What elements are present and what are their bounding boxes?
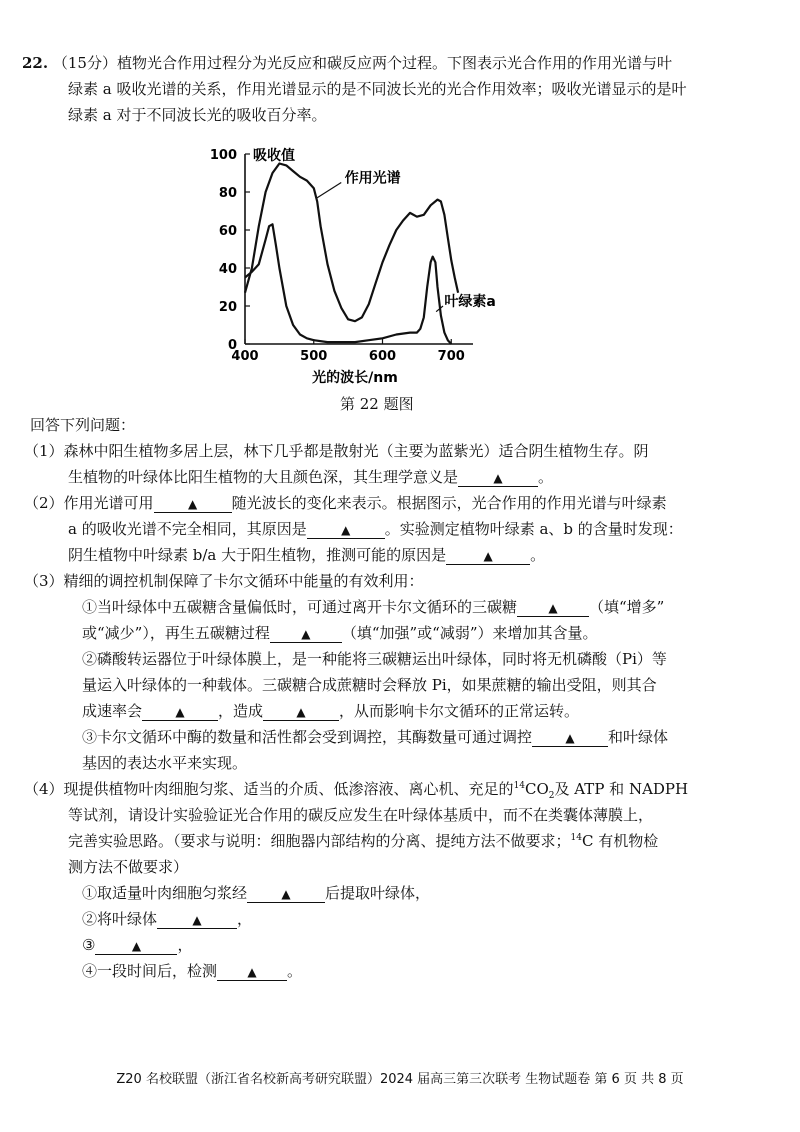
q2-text1: 作用光谱可用 [63, 494, 154, 512]
q2-text3: a 的吸收光谱不完全相同，其原因是 [68, 520, 307, 538]
x-tick-label: 400 [231, 349, 259, 364]
q3-p3-line1 [82, 726, 668, 748]
y-tick-label: 40 [218, 262, 237, 277]
q1-text3: 。 [538, 468, 554, 486]
q3-p3-line2: 基因的表达水平来实现。 [82, 754, 248, 772]
q3-p2-text3: ，从而影响卡尔文循环的正常运转。 [339, 702, 580, 720]
q2-blank-1[interactable] [154, 494, 232, 513]
q4-step2-text: ②将叶绿体 [82, 910, 158, 928]
q3-blank-1[interactable] [517, 598, 589, 617]
q4-step4-text: ④一段时间后，检测 [82, 962, 218, 980]
q3-text1: 精细的调控机制保障了卡尔文循环中能量的有效利用： [63, 572, 424, 590]
q4-step1-text: ①取适量叶肉细胞匀浆经 [82, 884, 248, 902]
answer-header: 回答下列问题： [30, 416, 136, 434]
q1-line2 [68, 466, 553, 488]
q3-p1-text3: 或“减少”），再生五碳糖过程 [82, 624, 270, 642]
q4-step2-text2: ， [237, 910, 253, 928]
q4-subscript-2: 2 [548, 791, 555, 801]
q1-answer-blank[interactable] [458, 468, 538, 487]
q2-blank-2[interactable] [307, 520, 385, 539]
q4-text2: 及 ATP 和 NADPH [554, 780, 689, 798]
page-footer: Z20 名校联盟（浙江省名校新高考研究联盟）2024 届高三第三次联考 生物试题卷 第 6 页 共 8 页 [116, 1072, 684, 1087]
blank-triangle-icon: ▲ [548, 601, 558, 615]
y-axis-label: 吸收值 [253, 148, 295, 164]
y-tick-label: 80 [218, 186, 237, 201]
q4-step3-text: ③ [82, 936, 96, 954]
q4-superscript-14: 14 [513, 781, 526, 791]
q4-line2: 等试剂，请设计实验验证光合作用的碳反应发生在叶绿体基质中，而不在类囊体薄膜上， [68, 806, 654, 824]
q4-line4: 测方法不做要求） [68, 858, 189, 876]
action-spectrum-pointer [317, 183, 341, 198]
q2-text4: 。实验测定植物叶绿素 a、b 的含量时发现： [384, 520, 683, 538]
chart-series [245, 164, 458, 345]
intro-text-2: 绿素 a 吸收光谱的关系，作用光谱显示的是不同波长光的光合作用效率；吸收光谱显示的是叶 [68, 80, 687, 98]
blank-triangle-icon: ▲ [301, 627, 311, 641]
blank-triangle-icon: ▲ [483, 549, 493, 563]
q4-blank-4[interactable] [217, 962, 287, 981]
q4-step2 [82, 908, 252, 930]
q4-step4 [82, 960, 302, 982]
q3-p1-line2 [82, 622, 598, 644]
q4-step3 [82, 934, 192, 956]
q3-p1-text1: ①当叶绿体中五碳糖含量偏低时，可通过离开卡尔文循环的三碳糖 [82, 598, 518, 616]
q4-text3: 完善实验思路。（要求与说明：细胞器内部结构的分离、提纯方法不做要求； [68, 832, 571, 850]
q2-line1 [24, 492, 667, 514]
q4-co2: CO [525, 780, 549, 798]
q3-blank-3[interactable] [142, 702, 218, 721]
q3-blank-2[interactable] [270, 624, 342, 643]
q1-number: （1） [24, 442, 64, 460]
q4-superscript-14b: 14 [570, 833, 582, 843]
blank-triangle-icon: ▲ [341, 523, 351, 537]
question-score: （15分） [52, 54, 117, 72]
q1-line1 [24, 440, 649, 462]
y-tick-label: 100 [209, 148, 237, 163]
q3-p2-line2: 量运入叶绿体的一种载体。三碳糖合成蔗糖时会释放 Pi，如果蔗糖的输出受阻，则其合 [82, 676, 657, 694]
intro-text-1: 植物光合作用过程分为光反应和碳反应两个过程。下图表示光合作用的作用光谱与叶 [116, 54, 672, 72]
chart-ticks [210, 148, 465, 364]
y-tick-label: 20 [218, 300, 237, 315]
blank-triangle-icon: ▲ [493, 471, 503, 485]
x-axis-label: 光的波长/nm [312, 370, 398, 386]
q2-text2: 随光波长的变化来表示。根据图示，光合作用的作用光谱与叶绿素 [231, 494, 667, 512]
q3-blank-5[interactable] [532, 728, 608, 747]
q4-line1 [24, 778, 688, 807]
intro-text-3: 绿素 a 对于不同波长光的吸收百分率。 [68, 106, 327, 124]
chlorophyll-a-label: 叶绿素a [444, 294, 496, 310]
q4-step4-text2: 。 [287, 962, 303, 980]
q4-step1-text2: 后提取叶绿体， [325, 884, 431, 902]
q3-number: （3） [24, 572, 64, 590]
q2-text6: 。 [530, 546, 546, 564]
blank-triangle-icon: ▲ [192, 913, 202, 927]
q3-p2-line1: ②磷酸转运器位于叶绿体膜上，是一种能将三碳糖运出叶绿体，同时将无机磷酸（Pi）等 [82, 650, 667, 668]
q1-text2: 生植物的叶绿体比阳生植物的大且颜色深，其生理学意义是 [68, 468, 459, 486]
x-tick-label: 600 [368, 349, 397, 364]
x-tick-label: 700 [437, 349, 465, 364]
chlorophyll-a-line [245, 224, 451, 344]
q4-blank-2[interactable] [157, 910, 237, 929]
q3-p1-text4: （填“加强”或“减弱”）来增加其含量。 [341, 624, 598, 642]
x-tick-label: 500 [300, 349, 328, 364]
q4-line3 [68, 830, 658, 852]
q3-p2-text2: ，造成 [218, 702, 264, 720]
q4-step1 [82, 882, 430, 904]
blank-triangle-icon: ▲ [565, 731, 575, 745]
q4-blank-3[interactable] [95, 936, 177, 955]
blank-triangle-icon: ▲ [175, 705, 185, 719]
blank-triangle-icon: ▲ [187, 497, 198, 511]
q2-text5: 阴生植物中叶绿素 b/a 大于阳生植物，推测可能的原因是 [68, 546, 447, 564]
q3-p2-line3 [82, 700, 579, 722]
y-tick-label: 0 [227, 338, 237, 353]
q3-blank-4[interactable] [263, 702, 339, 721]
blank-triangle-icon: ▲ [296, 705, 306, 719]
q2-blank-3[interactable] [446, 546, 530, 565]
q2-line3 [68, 544, 545, 566]
q3-p3-text2: 和叶绿体 [608, 728, 669, 746]
blank-triangle-icon: ▲ [247, 965, 257, 979]
y-tick-label: 60 [218, 224, 237, 239]
q3-p3-text1: ③卡尔文循环中酶的数量和活性都会受到调控，其酶数量可通过调控 [82, 728, 533, 746]
q4-step3-text2: ， [177, 936, 193, 954]
action-spectrum-label: 作用光谱 [344, 170, 401, 187]
question-number: 22. [22, 54, 49, 72]
q4-text4: C 有机物检 [581, 832, 659, 850]
q4-blank-1[interactable] [247, 884, 325, 903]
figure-caption: 第 22 题图 [340, 395, 414, 413]
q3-p1-text2: （填“增多” [589, 598, 665, 616]
q4-number: （4） [24, 780, 64, 798]
q3-p1-line1 [82, 596, 664, 618]
question-intro-line1 [22, 52, 672, 74]
q4-text1: 现提供植物叶肉细胞匀浆、适当的介质、低渗溶液、离心机、充足的 [63, 780, 514, 798]
spectrum-chart [205, 140, 525, 390]
blank-triangle-icon: ▲ [281, 887, 291, 901]
q1-text1: 森林中阳生植物多居上层，林下几乎都是散射光（主要为蓝紫光）适合阴生植物生存。阴 [63, 442, 649, 460]
q3-line1 [24, 570, 424, 592]
blank-triangle-icon: ▲ [131, 939, 142, 953]
q2-number: （2） [24, 494, 64, 512]
q3-p2-text1: 成速率会 [82, 702, 143, 720]
q2-line2 [68, 518, 683, 540]
